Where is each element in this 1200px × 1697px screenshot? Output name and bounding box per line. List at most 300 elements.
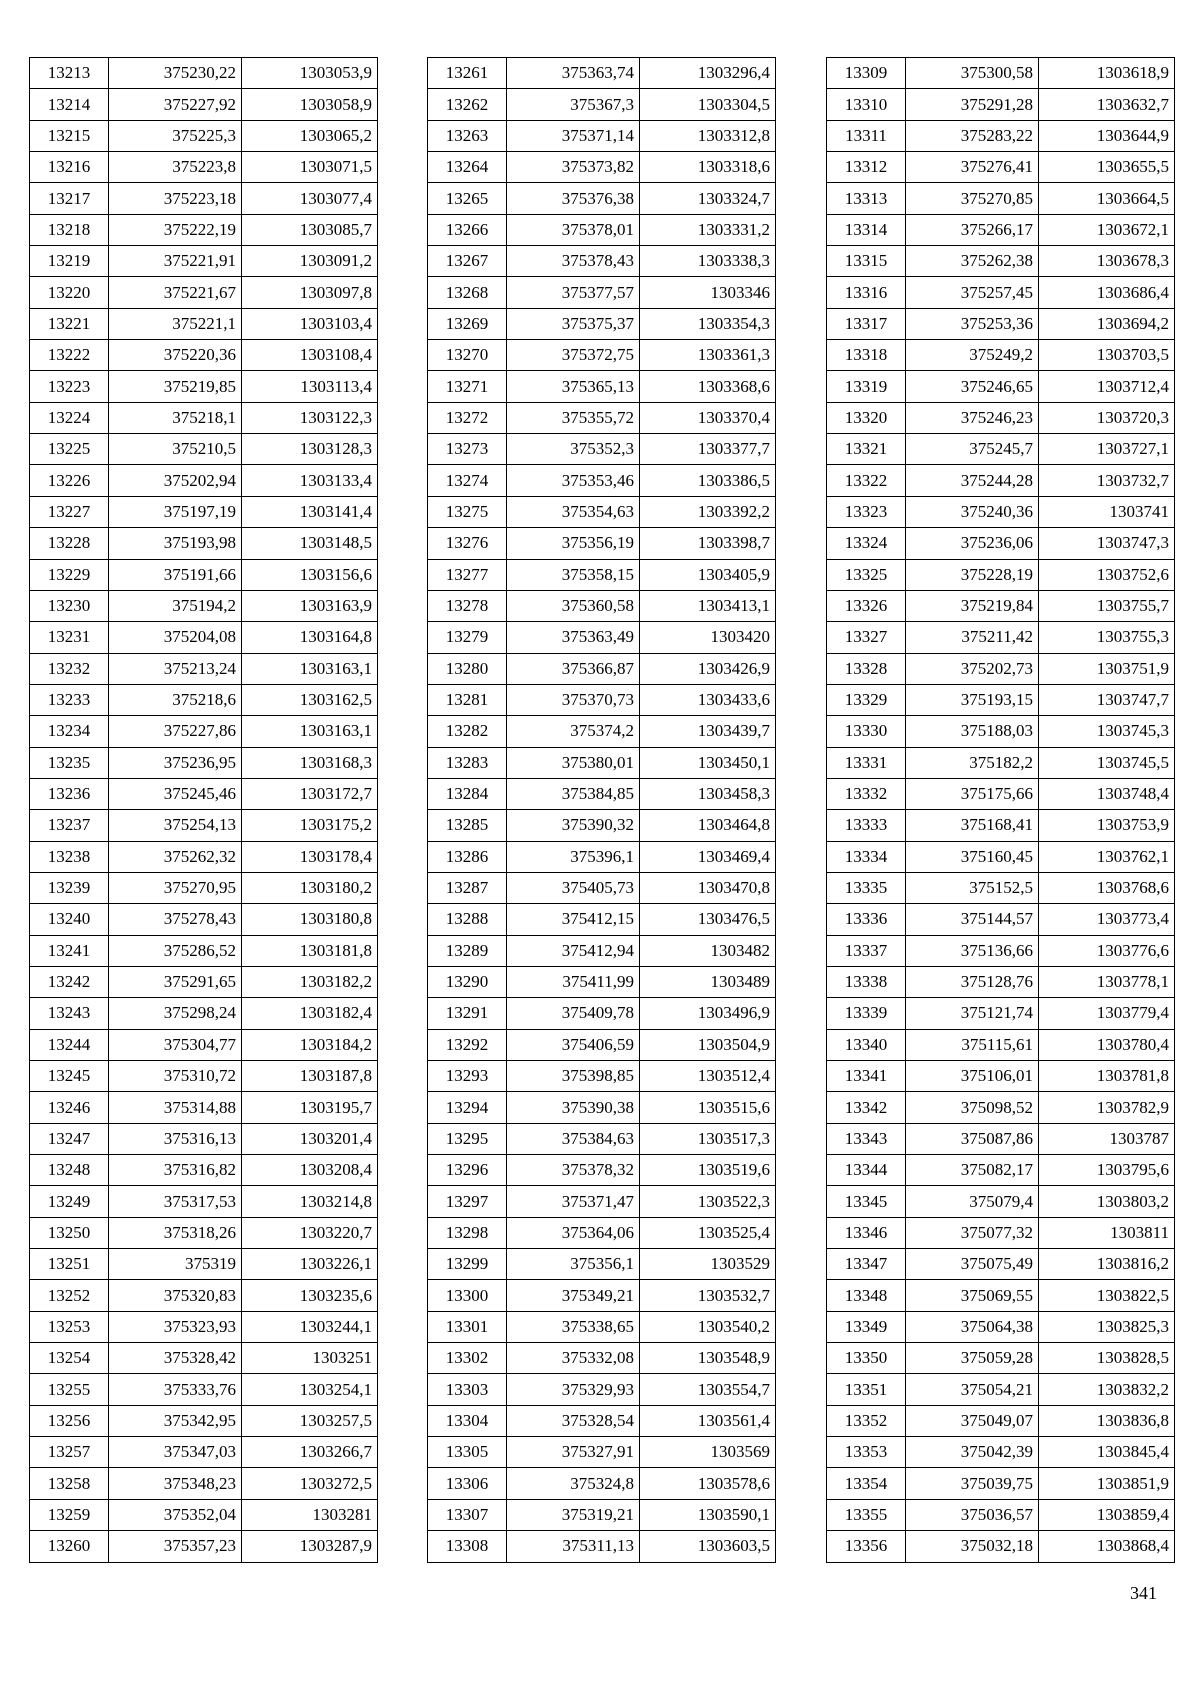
x-coordinate-cell: 375222,19 xyxy=(109,214,242,245)
point-number-cell: 13214 xyxy=(30,89,109,120)
y-coordinate-cell: 1303828,5 xyxy=(1039,1343,1175,1374)
point-number-cell: 13267 xyxy=(428,246,507,277)
y-coordinate-cell: 1303664,5 xyxy=(1039,183,1175,214)
x-coordinate-cell: 375278,43 xyxy=(109,904,242,935)
table-row xyxy=(30,966,378,997)
table-row xyxy=(428,214,776,245)
y-coordinate-cell: 1303859,4 xyxy=(1039,1499,1175,1530)
point-number-cell: 13216 xyxy=(30,152,109,183)
point-number-cell: 13230 xyxy=(30,590,109,621)
point-number-cell: 13307 xyxy=(428,1499,507,1530)
point-number-cell: 13324 xyxy=(827,528,906,559)
point-number-cell: 13356 xyxy=(827,1531,906,1562)
coordinates-table-3 xyxy=(826,57,1175,1563)
point-number-cell: 13314 xyxy=(827,214,906,245)
x-coordinate-cell: 375319 xyxy=(109,1249,242,1280)
table-row xyxy=(30,496,378,527)
point-number-cell: 13306 xyxy=(428,1468,507,1499)
x-coordinate-cell: 375378,01 xyxy=(507,214,640,245)
point-number-cell: 13354 xyxy=(827,1468,906,1499)
x-coordinate-cell: 375204,08 xyxy=(109,622,242,653)
point-number-cell: 13291 xyxy=(428,998,507,1029)
table-row xyxy=(827,1217,1175,1248)
y-coordinate-cell: 1303220,7 xyxy=(242,1217,378,1248)
table-row xyxy=(428,778,776,809)
table-row xyxy=(30,841,378,872)
point-number-cell: 13217 xyxy=(30,183,109,214)
y-coordinate-cell: 1303787 xyxy=(1039,1123,1175,1154)
table-row xyxy=(428,1061,776,1092)
table-row xyxy=(30,1217,378,1248)
table-row xyxy=(827,340,1175,371)
table-row xyxy=(827,1061,1175,1092)
y-coordinate-cell: 1303753,9 xyxy=(1039,810,1175,841)
table-row xyxy=(30,277,378,308)
x-coordinate-cell: 375390,38 xyxy=(507,1092,640,1123)
table-row xyxy=(30,152,378,183)
point-number-cell: 13223 xyxy=(30,371,109,402)
x-coordinate-cell: 375213,24 xyxy=(109,653,242,684)
y-coordinate-cell: 1303108,4 xyxy=(242,340,378,371)
x-coordinate-cell: 375318,26 xyxy=(109,1217,242,1248)
y-coordinate-cell: 1303103,4 xyxy=(242,308,378,339)
table-row xyxy=(827,1531,1175,1562)
table-row xyxy=(827,183,1175,214)
table-row xyxy=(30,402,378,433)
point-number-cell: 13327 xyxy=(827,622,906,653)
table-row xyxy=(428,1468,776,1499)
point-number-cell: 13232 xyxy=(30,653,109,684)
x-coordinate-cell: 375236,06 xyxy=(906,528,1039,559)
point-number-cell: 13213 xyxy=(30,58,109,89)
x-coordinate-cell: 375317,53 xyxy=(109,1186,242,1217)
y-coordinate-cell: 1303686,4 xyxy=(1039,277,1175,308)
table-row xyxy=(30,308,378,339)
y-coordinate-cell: 1303803,2 xyxy=(1039,1186,1175,1217)
point-number-cell: 13310 xyxy=(827,89,906,120)
table-row xyxy=(428,58,776,89)
x-coordinate-cell: 375106,01 xyxy=(906,1061,1039,1092)
point-number-cell: 13353 xyxy=(827,1437,906,1468)
x-coordinate-cell: 375332,08 xyxy=(507,1343,640,1374)
point-number-cell: 13252 xyxy=(30,1280,109,1311)
page-number: 341 xyxy=(1130,1583,1157,1603)
point-number-cell: 13247 xyxy=(30,1123,109,1154)
point-number-cell: 13282 xyxy=(428,716,507,747)
y-coordinate-cell: 1303065,2 xyxy=(242,120,378,151)
y-coordinate-cell: 1303208,4 xyxy=(242,1155,378,1186)
y-coordinate-cell: 1303678,3 xyxy=(1039,246,1175,277)
y-coordinate-cell: 1303162,5 xyxy=(242,684,378,715)
table-row xyxy=(30,590,378,621)
point-number-cell: 13235 xyxy=(30,747,109,778)
table-row xyxy=(827,308,1175,339)
x-coordinate-cell: 375384,85 xyxy=(507,778,640,809)
table-row xyxy=(428,89,776,120)
table-row xyxy=(428,496,776,527)
table-row xyxy=(30,1092,378,1123)
table-row xyxy=(30,58,378,89)
table-row xyxy=(827,120,1175,151)
point-number-cell: 13299 xyxy=(428,1249,507,1280)
y-coordinate-cell: 1303175,2 xyxy=(242,810,378,841)
y-coordinate-cell: 1303148,5 xyxy=(242,528,378,559)
point-number-cell: 13295 xyxy=(428,1123,507,1154)
x-coordinate-cell: 375378,32 xyxy=(507,1155,640,1186)
table-row xyxy=(827,1029,1175,1060)
point-number-cell: 13301 xyxy=(428,1311,507,1342)
point-number-cell: 13311 xyxy=(827,120,906,151)
x-coordinate-cell: 375372,75 xyxy=(507,340,640,371)
x-coordinate-cell: 375298,24 xyxy=(109,998,242,1029)
point-number-cell: 13290 xyxy=(428,966,507,997)
y-coordinate-cell: 1303071,5 xyxy=(242,152,378,183)
y-coordinate-cell: 1303517,3 xyxy=(640,1123,776,1154)
x-coordinate-cell: 375042,39 xyxy=(906,1437,1039,1468)
table-row xyxy=(30,246,378,277)
x-coordinate-cell: 375219,84 xyxy=(906,590,1039,621)
x-coordinate-cell: 375221,1 xyxy=(109,308,242,339)
table-row xyxy=(428,1092,776,1123)
x-coordinate-cell: 375175,66 xyxy=(906,778,1039,809)
table-row xyxy=(827,1123,1175,1154)
point-number-cell: 13323 xyxy=(827,496,906,527)
x-coordinate-cell: 375354,63 xyxy=(507,496,640,527)
x-coordinate-cell: 375197,19 xyxy=(109,496,242,527)
point-number-cell: 13281 xyxy=(428,684,507,715)
y-coordinate-cell: 1303694,2 xyxy=(1039,308,1175,339)
y-coordinate-cell: 1303053,9 xyxy=(242,58,378,89)
point-number-cell: 13288 xyxy=(428,904,507,935)
x-coordinate-cell: 375304,77 xyxy=(109,1029,242,1060)
table-row xyxy=(428,1343,776,1374)
table-row xyxy=(827,904,1175,935)
y-coordinate-cell: 1303836,8 xyxy=(1039,1405,1175,1436)
y-coordinate-cell: 1303370,4 xyxy=(640,402,776,433)
y-coordinate-cell: 1303496,9 xyxy=(640,998,776,1029)
x-coordinate-cell: 375270,85 xyxy=(906,183,1039,214)
y-coordinate-cell: 1303464,8 xyxy=(640,810,776,841)
y-coordinate-cell: 1303141,4 xyxy=(242,496,378,527)
y-coordinate-cell: 1303097,8 xyxy=(242,277,378,308)
y-coordinate-cell: 1303180,8 xyxy=(242,904,378,935)
y-coordinate-cell: 1303346 xyxy=(640,277,776,308)
x-coordinate-cell: 375328,54 xyxy=(507,1405,640,1436)
y-coordinate-cell: 1303331,2 xyxy=(640,214,776,245)
table-row xyxy=(30,1437,378,1468)
y-coordinate-cell: 1303762,1 xyxy=(1039,841,1175,872)
point-number-cell: 13312 xyxy=(827,152,906,183)
y-coordinate-cell: 1303618,9 xyxy=(1039,58,1175,89)
point-number-cell: 13318 xyxy=(827,340,906,371)
table-row xyxy=(827,246,1175,277)
table-row xyxy=(428,402,776,433)
y-coordinate-cell: 1303515,6 xyxy=(640,1092,776,1123)
y-coordinate-cell: 1303655,5 xyxy=(1039,152,1175,183)
point-number-cell: 13263 xyxy=(428,120,507,151)
x-coordinate-cell: 375188,03 xyxy=(906,716,1039,747)
table-row xyxy=(827,1437,1175,1468)
table-row xyxy=(827,716,1175,747)
y-coordinate-cell: 1303458,3 xyxy=(640,778,776,809)
x-coordinate-cell: 375396,1 xyxy=(507,841,640,872)
y-coordinate-cell: 1303163,1 xyxy=(242,716,378,747)
x-coordinate-cell: 375373,82 xyxy=(507,152,640,183)
table-row xyxy=(827,277,1175,308)
table-row xyxy=(827,872,1175,903)
y-coordinate-cell: 1303338,3 xyxy=(640,246,776,277)
x-coordinate-cell: 375320,83 xyxy=(109,1280,242,1311)
y-coordinate-cell: 1303755,3 xyxy=(1039,622,1175,653)
point-number-cell: 13274 xyxy=(428,465,507,496)
y-coordinate-cell: 1303251 xyxy=(242,1343,378,1374)
x-coordinate-cell: 375329,93 xyxy=(507,1374,640,1405)
table-row xyxy=(827,152,1175,183)
table-row xyxy=(30,528,378,559)
x-coordinate-cell: 375311,13 xyxy=(507,1531,640,1562)
table-row xyxy=(30,1186,378,1217)
y-coordinate-cell: 1303405,9 xyxy=(640,559,776,590)
y-coordinate-cell: 1303184,2 xyxy=(242,1029,378,1060)
y-coordinate-cell: 1303747,3 xyxy=(1039,528,1175,559)
table-row xyxy=(827,89,1175,120)
y-coordinate-cell: 1303482 xyxy=(640,935,776,966)
x-coordinate-cell: 375193,15 xyxy=(906,684,1039,715)
x-coordinate-cell: 375082,17 xyxy=(906,1155,1039,1186)
y-coordinate-cell: 1303529 xyxy=(640,1249,776,1280)
x-coordinate-cell: 375121,74 xyxy=(906,998,1039,1029)
point-number-cell: 13245 xyxy=(30,1061,109,1092)
y-coordinate-cell: 1303077,4 xyxy=(242,183,378,214)
x-coordinate-cell: 375064,38 xyxy=(906,1311,1039,1342)
point-number-cell: 13330 xyxy=(827,716,906,747)
y-coordinate-cell: 1303254,1 xyxy=(242,1374,378,1405)
table-row xyxy=(428,716,776,747)
x-coordinate-cell: 375314,88 xyxy=(109,1092,242,1123)
point-number-cell: 13332 xyxy=(827,778,906,809)
y-coordinate-cell: 1303392,2 xyxy=(640,496,776,527)
y-coordinate-cell: 1303122,3 xyxy=(242,402,378,433)
table-row xyxy=(428,1155,776,1186)
x-coordinate-cell: 375245,46 xyxy=(109,778,242,809)
table-row xyxy=(428,684,776,715)
point-number-cell: 13278 xyxy=(428,590,507,621)
x-coordinate-cell: 375191,66 xyxy=(109,559,242,590)
point-number-cell: 13300 xyxy=(428,1280,507,1311)
x-coordinate-cell: 375347,03 xyxy=(109,1437,242,1468)
x-coordinate-cell: 375249,2 xyxy=(906,340,1039,371)
x-coordinate-cell: 375357,23 xyxy=(109,1531,242,1562)
point-number-cell: 13316 xyxy=(827,277,906,308)
y-coordinate-cell: 1303187,8 xyxy=(242,1061,378,1092)
x-coordinate-cell: 375253,36 xyxy=(906,308,1039,339)
point-number-cell: 13229 xyxy=(30,559,109,590)
y-coordinate-cell: 1303318,6 xyxy=(640,152,776,183)
point-number-cell: 13240 xyxy=(30,904,109,935)
point-number-cell: 13309 xyxy=(827,58,906,89)
y-coordinate-cell: 1303745,3 xyxy=(1039,716,1175,747)
x-coordinate-cell: 375371,47 xyxy=(507,1186,640,1217)
x-coordinate-cell: 375144,57 xyxy=(906,904,1039,935)
x-coordinate-cell: 375319,21 xyxy=(507,1499,640,1530)
x-coordinate-cell: 375218,6 xyxy=(109,684,242,715)
table-row xyxy=(30,1499,378,1530)
point-number-cell: 13266 xyxy=(428,214,507,245)
point-number-cell: 13342 xyxy=(827,1092,906,1123)
point-number-cell: 13238 xyxy=(30,841,109,872)
table-row xyxy=(428,904,776,935)
point-number-cell: 13275 xyxy=(428,496,507,527)
x-coordinate-cell: 375225,3 xyxy=(109,120,242,151)
table-row xyxy=(827,1311,1175,1342)
y-coordinate-cell: 1303413,1 xyxy=(640,590,776,621)
point-number-cell: 13219 xyxy=(30,246,109,277)
x-coordinate-cell: 375380,01 xyxy=(507,747,640,778)
y-coordinate-cell: 1303776,6 xyxy=(1039,935,1175,966)
table-row xyxy=(428,434,776,465)
table-row xyxy=(827,747,1175,778)
x-coordinate-cell: 375324,8 xyxy=(507,1468,640,1499)
point-number-cell: 13326 xyxy=(827,590,906,621)
point-number-cell: 13233 xyxy=(30,684,109,715)
y-coordinate-cell: 1303512,4 xyxy=(640,1061,776,1092)
x-coordinate-cell: 375210,5 xyxy=(109,434,242,465)
y-coordinate-cell: 1303091,2 xyxy=(242,246,378,277)
x-coordinate-cell: 375356,19 xyxy=(507,528,640,559)
point-number-cell: 13296 xyxy=(428,1155,507,1186)
x-coordinate-cell: 375160,45 xyxy=(906,841,1039,872)
point-number-cell: 13294 xyxy=(428,1092,507,1123)
x-coordinate-cell: 375349,21 xyxy=(507,1280,640,1311)
point-number-cell: 13305 xyxy=(428,1437,507,1468)
y-coordinate-cell: 1303522,3 xyxy=(640,1186,776,1217)
x-coordinate-cell: 375227,86 xyxy=(109,716,242,747)
table-row xyxy=(428,1499,776,1530)
table-row xyxy=(428,1217,776,1248)
table-row xyxy=(827,465,1175,496)
y-coordinate-cell: 1303795,6 xyxy=(1039,1155,1175,1186)
x-coordinate-cell: 375360,58 xyxy=(507,590,640,621)
y-coordinate-cell: 1303755,7 xyxy=(1039,590,1175,621)
y-coordinate-cell: 1303851,9 xyxy=(1039,1468,1175,1499)
y-coordinate-cell: 1303745,5 xyxy=(1039,747,1175,778)
y-coordinate-cell: 1303195,7 xyxy=(242,1092,378,1123)
point-number-cell: 13271 xyxy=(428,371,507,402)
y-coordinate-cell: 1303182,4 xyxy=(242,998,378,1029)
point-number-cell: 13344 xyxy=(827,1155,906,1186)
y-coordinate-cell: 1303768,6 xyxy=(1039,872,1175,903)
table-row xyxy=(428,1405,776,1436)
y-coordinate-cell: 1303569 xyxy=(640,1437,776,1468)
table-row xyxy=(827,1374,1175,1405)
y-coordinate-cell: 1303469,4 xyxy=(640,841,776,872)
x-coordinate-cell: 375098,52 xyxy=(906,1092,1039,1123)
table-row xyxy=(428,183,776,214)
x-coordinate-cell: 375338,65 xyxy=(507,1311,640,1342)
y-coordinate-cell: 1303235,6 xyxy=(242,1280,378,1311)
x-coordinate-cell: 375327,91 xyxy=(507,1437,640,1468)
table-row xyxy=(827,559,1175,590)
y-coordinate-cell: 1303773,4 xyxy=(1039,904,1175,935)
table-row xyxy=(827,1468,1175,1499)
point-number-cell: 13343 xyxy=(827,1123,906,1154)
table-row xyxy=(428,810,776,841)
point-number-cell: 13303 xyxy=(428,1374,507,1405)
y-coordinate-cell: 1303540,2 xyxy=(640,1311,776,1342)
x-coordinate-cell: 375358,15 xyxy=(507,559,640,590)
point-number-cell: 13325 xyxy=(827,559,906,590)
x-coordinate-cell: 375219,85 xyxy=(109,371,242,402)
table-row xyxy=(428,1280,776,1311)
x-coordinate-cell: 375221,67 xyxy=(109,277,242,308)
x-coordinate-cell: 375352,04 xyxy=(109,1499,242,1530)
x-coordinate-cell: 375316,82 xyxy=(109,1155,242,1186)
point-number-cell: 13351 xyxy=(827,1374,906,1405)
y-coordinate-cell: 1303476,5 xyxy=(640,904,776,935)
table-row xyxy=(827,810,1175,841)
y-coordinate-cell: 1303058,9 xyxy=(242,89,378,120)
point-number-cell: 13254 xyxy=(30,1343,109,1374)
table-row xyxy=(30,1468,378,1499)
point-number-cell: 13338 xyxy=(827,966,906,997)
table-row xyxy=(30,89,378,120)
point-number-cell: 13237 xyxy=(30,810,109,841)
table-row xyxy=(30,1405,378,1436)
table-row xyxy=(428,590,776,621)
table-row xyxy=(827,1405,1175,1436)
x-coordinate-cell: 375128,76 xyxy=(906,966,1039,997)
y-coordinate-cell: 1303489 xyxy=(640,966,776,997)
y-coordinate-cell: 1303868,4 xyxy=(1039,1531,1175,1562)
point-number-cell: 13320 xyxy=(827,402,906,433)
y-coordinate-cell: 1303085,7 xyxy=(242,214,378,245)
point-number-cell: 13297 xyxy=(428,1186,507,1217)
point-number-cell: 13231 xyxy=(30,622,109,653)
table-row xyxy=(428,559,776,590)
table-row xyxy=(428,622,776,653)
point-number-cell: 13218 xyxy=(30,214,109,245)
point-number-cell: 13333 xyxy=(827,810,906,841)
point-number-cell: 13261 xyxy=(428,58,507,89)
x-coordinate-cell: 375254,13 xyxy=(109,810,242,841)
point-number-cell: 13347 xyxy=(827,1249,906,1280)
table-row xyxy=(30,214,378,245)
y-coordinate-cell: 1303163,1 xyxy=(242,653,378,684)
y-coordinate-cell: 1303504,9 xyxy=(640,1029,776,1060)
y-coordinate-cell: 1303354,3 xyxy=(640,308,776,339)
y-coordinate-cell: 1303727,1 xyxy=(1039,434,1175,465)
x-coordinate-cell: 375262,38 xyxy=(906,246,1039,277)
point-number-cell: 13292 xyxy=(428,1029,507,1060)
table-row xyxy=(30,1280,378,1311)
point-number-cell: 13340 xyxy=(827,1029,906,1060)
point-number-cell: 13345 xyxy=(827,1186,906,1217)
x-coordinate-cell: 375245,7 xyxy=(906,434,1039,465)
point-number-cell: 13321 xyxy=(827,434,906,465)
x-coordinate-cell: 375348,23 xyxy=(109,1468,242,1499)
table-row xyxy=(428,277,776,308)
y-coordinate-cell: 1303214,8 xyxy=(242,1186,378,1217)
y-coordinate-cell: 1303672,1 xyxy=(1039,214,1175,245)
table-row xyxy=(827,684,1175,715)
table-row xyxy=(827,496,1175,527)
point-number-cell: 13249 xyxy=(30,1186,109,1217)
point-number-cell: 13349 xyxy=(827,1311,906,1342)
table-row xyxy=(827,1186,1175,1217)
table-row xyxy=(30,1155,378,1186)
y-coordinate-cell: 1303780,4 xyxy=(1039,1029,1175,1060)
coordinates-table-1 xyxy=(29,57,378,1563)
